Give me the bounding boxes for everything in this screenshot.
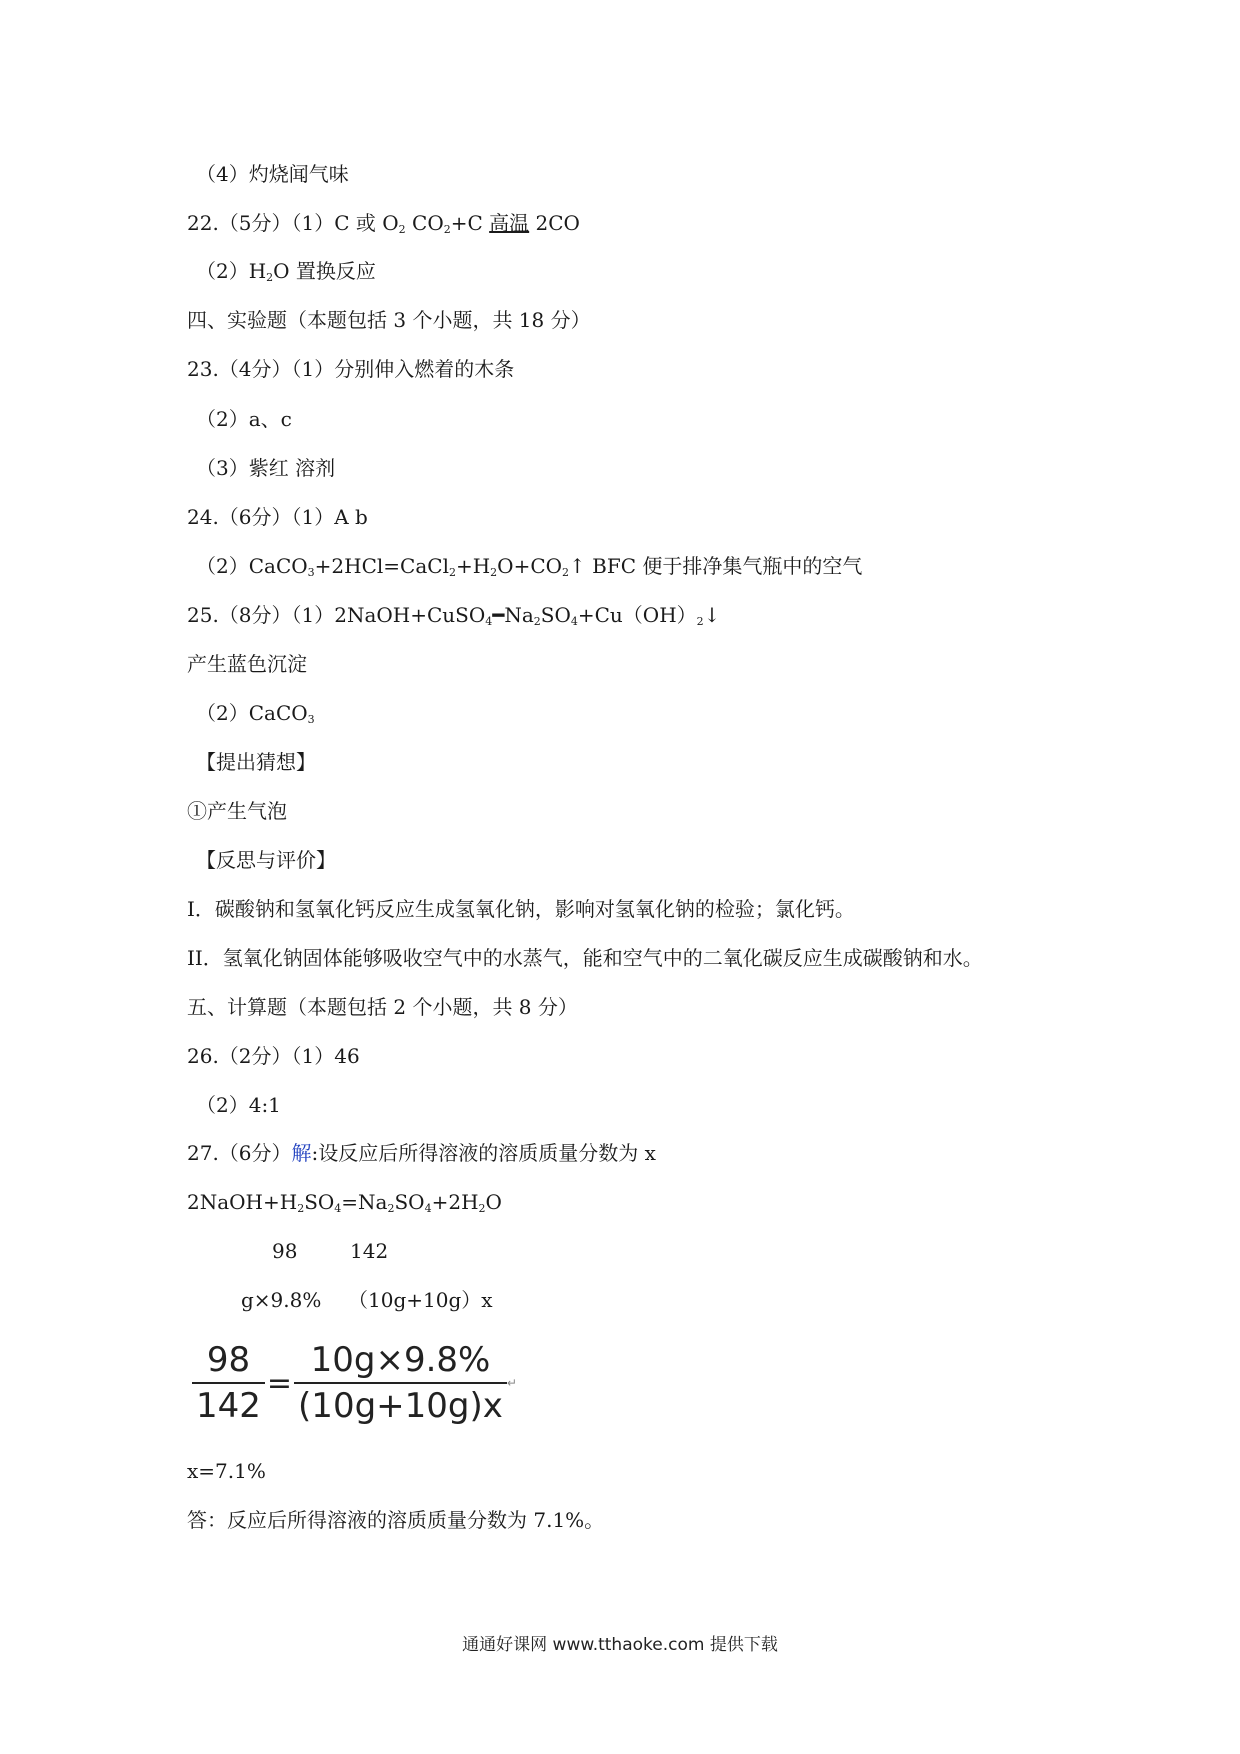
answer-27-intro: 27.（6分）解:设反应后所得溶液的溶质质量分数为 x (187, 1141, 656, 1165)
answer-25-observation: 产生蓝色沉淀 (187, 652, 307, 676)
reflection-one: I．碳酸钠和氢氧化钙反应生成氢氧化钠，影响对氢氧化钠的检验；氯化钙。 (187, 897, 855, 921)
reaction-equation: $2NaOH+H_2SO_4=Na_2SO_4+2H_2O$ (187, 1190, 502, 1215)
right-numerator: 10g×9.8% (310, 1340, 491, 1380)
answer-23-1: 23.（4分）（1）分别伸入燃着的木条 (187, 357, 515, 381)
answer-23-3: （3）紫红 溶剂 (196, 456, 336, 480)
answer-26-2: （2）4:1 (196, 1093, 281, 1117)
answer-22-2: $(2)H_2O$ 置换反应 (196, 259, 376, 284)
left-numerator: 98 (206, 1340, 251, 1380)
acid-mass: g×9.8% (241, 1288, 322, 1312)
hypothesis-answer: ①产生气泡 (187, 799, 287, 823)
reflection-two: II．氢氧化钠固体能够吸收空气中的水蒸气，能和空气中的二氧化碳反应生成碳酸钠和水。 (187, 946, 983, 970)
answer-23-2: （2）a、c (196, 407, 292, 431)
reaction-condition: 高温 (489, 211, 530, 235)
result-x: x=7.1% (187, 1459, 266, 1483)
solution-mass: （10g+10g）x (348, 1288, 493, 1312)
left-fraction (192, 1340, 265, 1426)
section-five-heading: 五、计算题（本题包括 2 个小题，共 8 分） (187, 995, 578, 1019)
reflection-heading: 【反思与评价】 (196, 848, 336, 872)
answer-25-2: （2）CaCO$_3$ (196, 701, 315, 726)
molar-mass-acid: 98 (272, 1239, 298, 1263)
right-denominator: (10g+10g)x (294, 1382, 507, 1426)
molar-mass-salt: 142 (350, 1239, 389, 1263)
answer-26-1: 26.（2分）（1）46 (187, 1044, 360, 1068)
left-denominator: 142 (192, 1382, 265, 1426)
answer-21-4: （4）灼烧闻气味 (196, 162, 349, 186)
answer-22-1: 22.（5分）（1）C 或 $O_2$ $CO_2+C$ 高温 2CO (187, 211, 580, 236)
page-footer: 通通好课网 www.tthaoke.com 提供下载 (462, 1635, 778, 1655)
final-answer: 答：反应后所得溶液的溶质质量分数为 7.1%。 (187, 1508, 605, 1532)
paragraph-mark-icon: ↵ (506, 1376, 517, 1390)
section-four-heading: 四、实验题（本题包括 3 个小题，共 18 分） (187, 308, 591, 332)
solution-keyword: 解 (291, 1141, 312, 1165)
right-fraction (294, 1340, 507, 1426)
hypothesis-heading: 【提出猜想】 (196, 750, 316, 774)
answer-24-2: $(2)CaCO_3+2HCl=CaCl_2+H_2O+CO_2↑$ BFC 便于排净集气瓶中的空气 (196, 554, 863, 579)
answer-25-1: 25.（8分）$(1)2NaOH+CuSO_4━Na_2SO_4+Cu(OH)_2↓$ (187, 603, 721, 628)
proportion-equation (192, 1340, 517, 1426)
answer-24-1: 24.（6分）（1）A b (187, 505, 368, 529)
equals-sign: = (266, 1365, 293, 1401)
